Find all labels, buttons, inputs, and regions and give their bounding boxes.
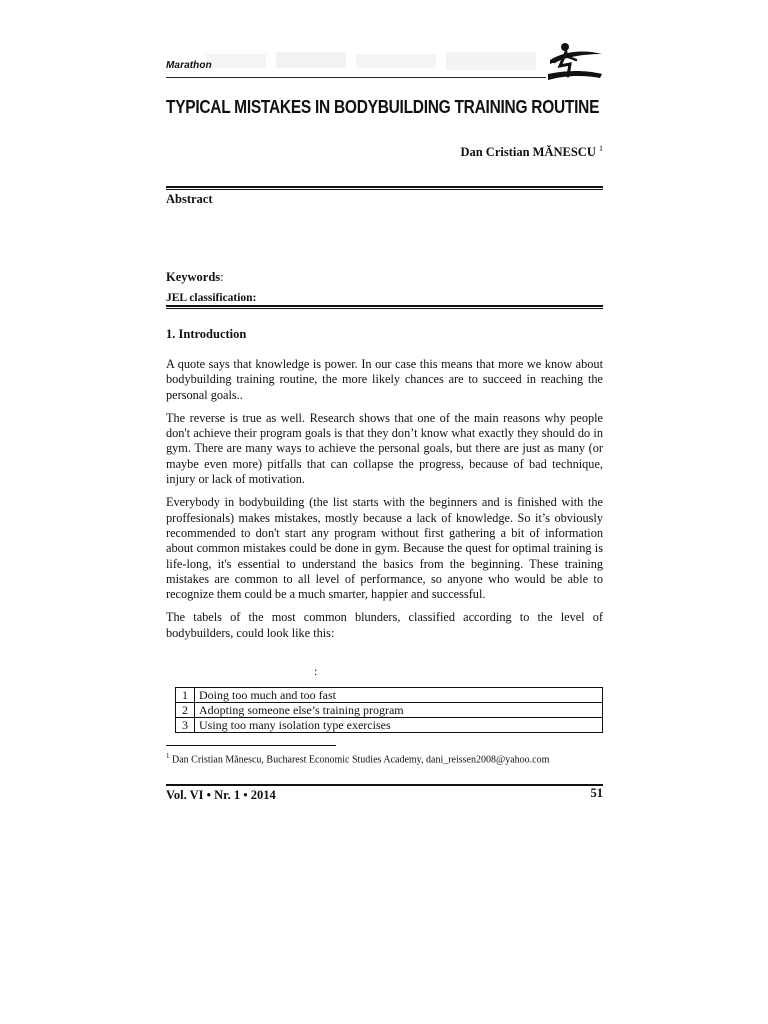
runner-logo-icon: [546, 40, 604, 88]
introduction-body: [166, 357, 603, 649]
keywords-label: Keywords: [166, 270, 221, 284]
page-number: 51: [590, 786, 603, 800]
table-row: [176, 718, 603, 733]
paragraph: Everybody in bodybuilding (the list starts with the beginners and is finished with the proffesionals) makes mistakes, mostly because a lack of knowledge. So it’s obviously recommended to don't start any program without first gathering a bit of information about common mistakes could be done in gym. Because the quest for optimal training is life-long, it's essential to understand the basics from the beginning. These training mistakes are common to all level of performance, so anyone who would be able to recognize them could be a much smarter, happier and successful.: [166, 495, 603, 602]
table-caption: :: [314, 664, 318, 678]
jel-classification-label: JEL classification:: [166, 292, 257, 304]
keywords-line: [166, 270, 224, 285]
paragraph: The reverse is true as well. Research shows that one of the main reasons why people don't achieve their program goals is that they don’t know what exactly they should do in gym. There are many ways to achieve the personal goals, but there are just as many (or maybe even more) pitfalls that can collapse the progress, because of bad technique, injury or lack of motivation.: [166, 410, 603, 487]
paragraph: A quote says that knowledge is power. In our case this means that more we know about bodybuilding training routine, the more likely chances are to succeed in reaching the personal goals..: [166, 357, 603, 402]
section-heading-introduction: 1. Introduction: [166, 327, 247, 341]
row-text: Adopting someone else’s training program: [195, 703, 603, 718]
author-footnote-mark: 1: [599, 144, 603, 153]
footer-rule: [166, 784, 603, 786]
article-title: TYPICAL MISTAKES IN BODYBUILDING TRAINING ROUTINE: [166, 97, 600, 117]
journal-name: Marathon: [166, 60, 212, 71]
table-row: [176, 703, 603, 718]
footnote-text: Dan Cristian Mănescu, Bucharest Economic Studies Academy, dani_reissen2008@yahoo.com: [169, 754, 550, 766]
abstract-heading: Abstract: [166, 192, 213, 206]
abstract-top-rule: [166, 186, 603, 190]
row-text: Using too many isolation type exercises: [195, 718, 603, 733]
footnote: [166, 752, 549, 765]
keywords-colon: :: [220, 270, 224, 284]
paragraph: The tabels of the most common blunders, classified according to the level of bodybuilders, could look like this:: [166, 610, 603, 640]
abstract-bottom-rule: [166, 305, 603, 309]
header-rule: [166, 77, 546, 78]
paper-page: [166, 0, 603, 1024]
row-number: 1: [176, 688, 195, 703]
row-number: 3: [176, 718, 195, 733]
footnote-rule: [166, 745, 336, 746]
row-text: Doing too much and too fast: [195, 688, 603, 703]
volume-info: Vol. VI • Nr. 1 • 2014: [166, 788, 276, 802]
row-number: 2: [176, 703, 195, 718]
footnote-mark: 1: [166, 752, 170, 760]
blunders-table: [175, 687, 603, 733]
table-row: [176, 688, 603, 703]
author-name: Dan Cristian MĂNESCU: [460, 145, 596, 160]
header-watermark-band: [166, 48, 542, 74]
author-line: [460, 144, 603, 160]
header-band: [166, 48, 542, 74]
